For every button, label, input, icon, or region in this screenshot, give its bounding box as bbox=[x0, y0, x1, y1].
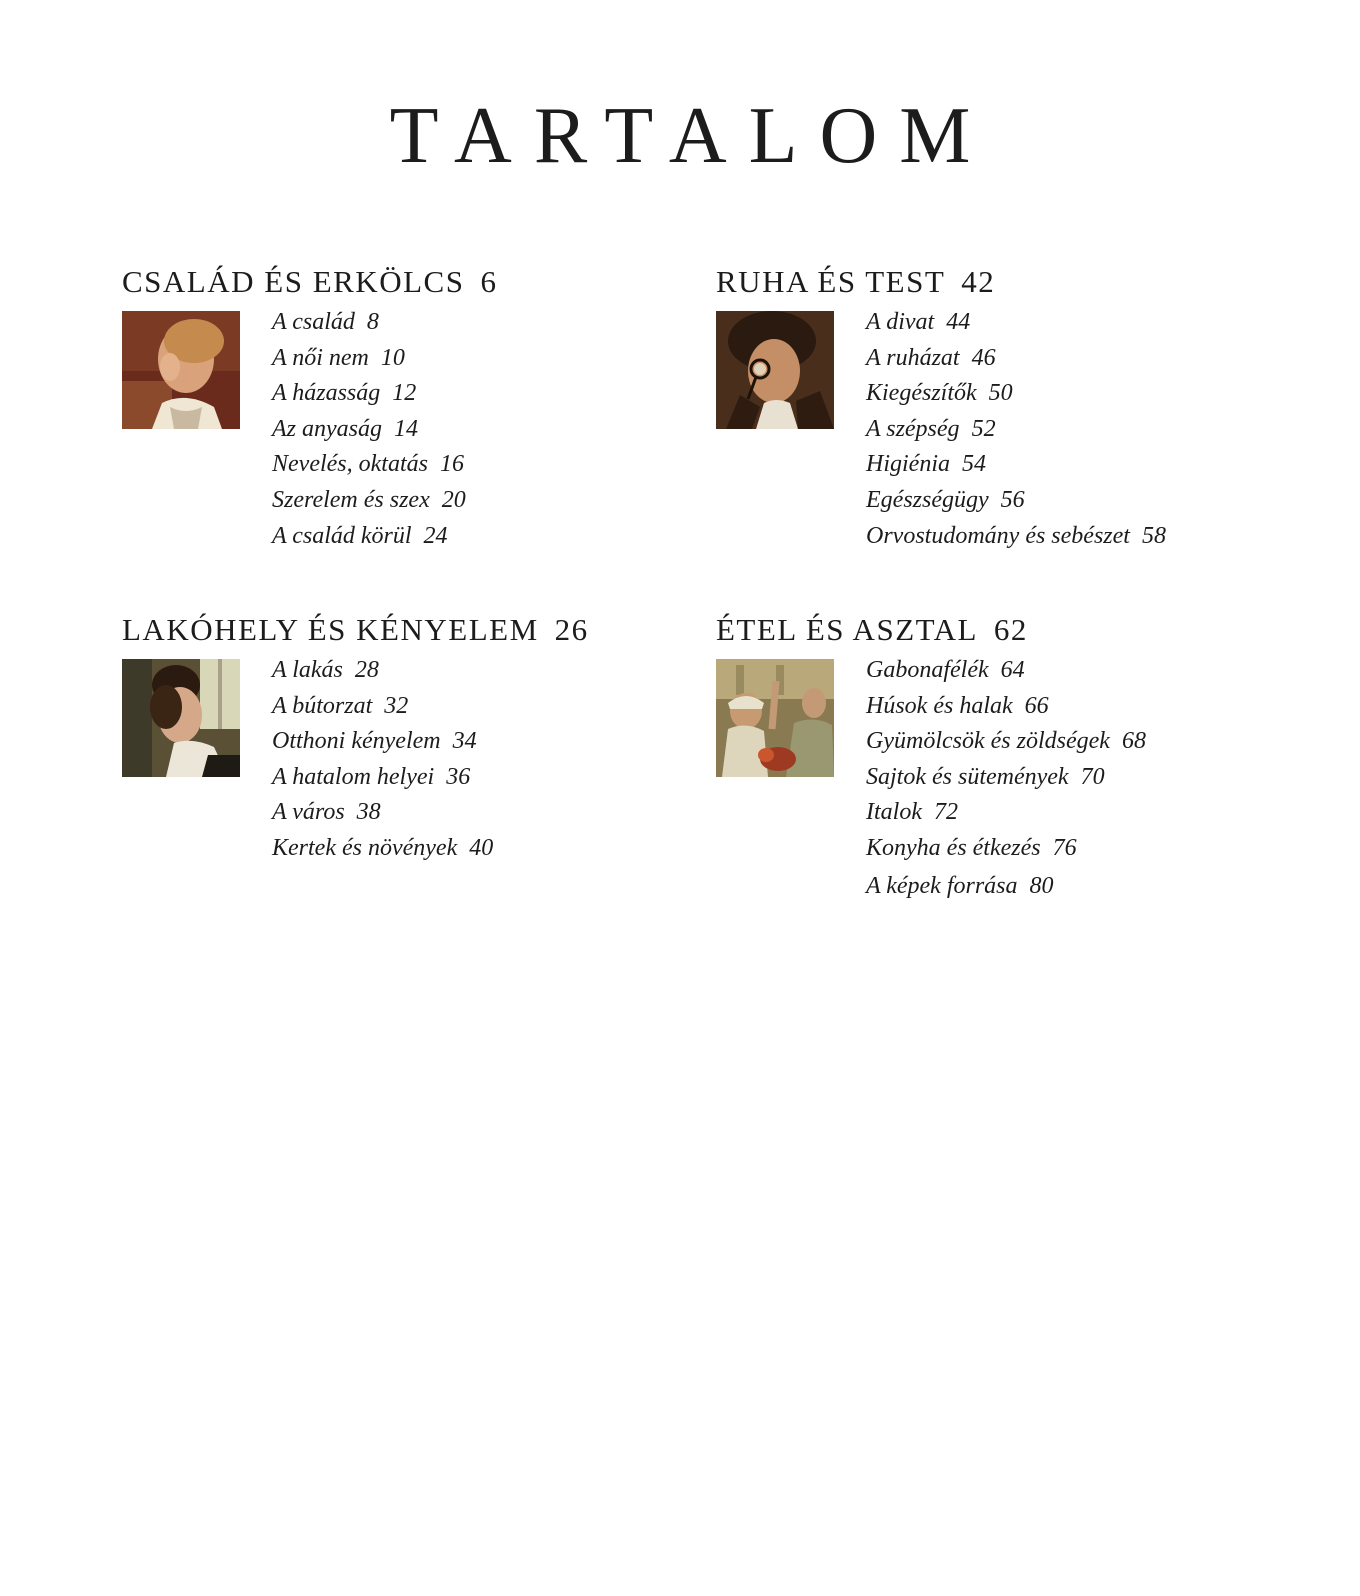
entry-page-number: 14 bbox=[394, 415, 418, 442]
toc-entry[interactable] bbox=[866, 483, 1166, 519]
section-heading[interactable] bbox=[716, 266, 1276, 297]
entry-label: Kiegészítők bbox=[866, 380, 977, 407]
entry-label: Italok bbox=[866, 799, 922, 826]
entry-label: A szépség bbox=[866, 415, 960, 442]
entry-label: Konyha és étkezés bbox=[866, 834, 1041, 861]
entry-page-number: 66 bbox=[1024, 692, 1049, 719]
toc-entry[interactable] bbox=[272, 412, 466, 448]
entry-page-number: 56 bbox=[1000, 486, 1025, 513]
toc-entry[interactable] bbox=[866, 653, 1146, 689]
toc-entry[interactable] bbox=[272, 447, 466, 483]
entry-list bbox=[272, 653, 493, 867]
toc-entry[interactable] bbox=[866, 724, 1146, 760]
entry-label: A női nem bbox=[272, 344, 369, 371]
toc-entry[interactable] bbox=[272, 653, 493, 689]
section-thumbnail bbox=[716, 659, 834, 777]
entry-label: Otthoni kényelem bbox=[272, 728, 441, 755]
entry-label: Orvostudomány és sebészet bbox=[866, 522, 1130, 549]
entry-page-number: 24 bbox=[423, 522, 448, 549]
entry-label: A házasság bbox=[272, 380, 381, 407]
toc-entry[interactable] bbox=[866, 519, 1166, 555]
entry-label: A bútorzat bbox=[272, 692, 373, 719]
entry-label: Nevelés, oktatás bbox=[272, 451, 428, 478]
toc-section-lakohely-es-kenyelem bbox=[122, 612, 682, 861]
entry-page-number: 72 bbox=[933, 799, 958, 826]
toc-entry[interactable] bbox=[272, 483, 466, 519]
toc-entry[interactable] bbox=[272, 519, 466, 555]
entry-page-number: 16 bbox=[439, 451, 464, 478]
section-title: CSALÁD ÉS ERKÖLCS bbox=[122, 264, 465, 299]
section-thumbnail bbox=[122, 659, 240, 777]
entry-page-number: 46 bbox=[971, 344, 996, 371]
entry-label: A város bbox=[272, 799, 345, 826]
section-heading[interactable] bbox=[716, 614, 1276, 645]
entry-label: Szerelem és szex bbox=[272, 486, 430, 513]
entry-page-number: 20 bbox=[441, 486, 466, 513]
entry-page-number: 32 bbox=[384, 692, 409, 719]
toc-entry[interactable] bbox=[272, 795, 493, 831]
entry-page-number: 54 bbox=[962, 451, 986, 478]
entry-page-number: 68 bbox=[1121, 728, 1146, 755]
toc-entry[interactable] bbox=[866, 795, 1146, 831]
toc-entry[interactable] bbox=[272, 376, 466, 412]
toc-section-csalad-es-erkolcs bbox=[122, 264, 682, 549]
toc-entry[interactable] bbox=[866, 376, 1166, 412]
toc-entry[interactable] bbox=[272, 689, 493, 725]
entry-page-number: 38 bbox=[356, 799, 381, 826]
toc-section-etel-es-asztal bbox=[716, 612, 1276, 861]
entry-label: A ruházat bbox=[866, 344, 960, 371]
section-page-number: 26 bbox=[554, 612, 589, 647]
entry-page-number: 52 bbox=[971, 415, 996, 442]
section-heading[interactable] bbox=[122, 266, 682, 297]
entry-list bbox=[866, 305, 1166, 554]
entry-label: Gabonafélék bbox=[866, 657, 989, 683]
entry-page-number: 28 bbox=[354, 657, 379, 683]
section-title: RUHA ÉS TEST bbox=[716, 264, 946, 299]
section-title: ÉTEL ÉS ASZTAL bbox=[716, 612, 978, 647]
toc-entry[interactable] bbox=[866, 831, 1146, 867]
page-title: TARTALOM bbox=[389, 92, 993, 180]
entry-page-number: 58 bbox=[1141, 522, 1166, 549]
toc-entry[interactable] bbox=[272, 341, 466, 377]
entry-page-number: 10 bbox=[380, 344, 405, 371]
toc-entry[interactable] bbox=[866, 760, 1146, 796]
entry-label: A hatalom helyei bbox=[272, 763, 435, 790]
toc-entry[interactable] bbox=[866, 412, 1166, 448]
toc-entry[interactable] bbox=[866, 305, 1166, 341]
entry-page-number: 34 bbox=[452, 728, 477, 755]
entry-page-number: 36 bbox=[446, 763, 471, 790]
entry-page-number: 44 bbox=[946, 309, 971, 335]
entry-page-number: 40 bbox=[469, 834, 494, 861]
toc-entry-image-sources[interactable] bbox=[866, 869, 1054, 904]
entry-label: Húsok és halak bbox=[866, 692, 1013, 719]
entry-page-number: 50 bbox=[988, 380, 1013, 407]
toc-entry[interactable] bbox=[866, 341, 1166, 377]
entry-list bbox=[272, 305, 466, 554]
entry-page-number: 80 bbox=[1029, 873, 1054, 899]
entry-label: A képek forrása bbox=[866, 873, 1018, 899]
entry-label: A család bbox=[272, 309, 355, 335]
section-thumbnail bbox=[122, 311, 240, 429]
entry-page-number: 70 bbox=[1080, 763, 1105, 790]
entry-label: Kertek és növények bbox=[272, 834, 458, 861]
toc-section-ruha-es-test bbox=[716, 264, 1276, 549]
toc-entry[interactable] bbox=[272, 305, 466, 341]
section-title: LAKÓHELY ÉS KÉNYELEM bbox=[122, 612, 539, 647]
entry-list bbox=[866, 653, 1146, 867]
section-page-number: 62 bbox=[993, 612, 1028, 647]
entry-label: Gyümölcsök és zöldségek bbox=[866, 728, 1110, 755]
toc-entry[interactable] bbox=[866, 689, 1146, 725]
toc-entry[interactable] bbox=[866, 447, 1166, 483]
entry-page-number: 76 bbox=[1052, 834, 1077, 861]
entry-page-number: 64 bbox=[1000, 657, 1025, 683]
toc-entry[interactable] bbox=[272, 831, 493, 867]
entry-label: A család körül bbox=[272, 522, 412, 549]
section-thumbnail bbox=[716, 311, 834, 429]
entry-page-number: 12 bbox=[392, 380, 417, 407]
entry-label: A lakás bbox=[272, 657, 343, 683]
toc-entry[interactable] bbox=[272, 724, 493, 760]
entry-label: A divat bbox=[866, 309, 935, 335]
toc-entry[interactable] bbox=[272, 760, 493, 796]
entry-label: Higiénia bbox=[866, 451, 950, 478]
entry-page-number: 8 bbox=[366, 309, 379, 335]
entry-label: Egészségügy bbox=[866, 486, 989, 513]
entry-label: Az anyaság bbox=[272, 415, 382, 442]
entry-label: Sajtok és sütemények bbox=[866, 763, 1069, 790]
section-heading[interactable] bbox=[122, 614, 682, 645]
section-page-number: 42 bbox=[961, 264, 996, 299]
section-page-number: 6 bbox=[480, 264, 498, 299]
